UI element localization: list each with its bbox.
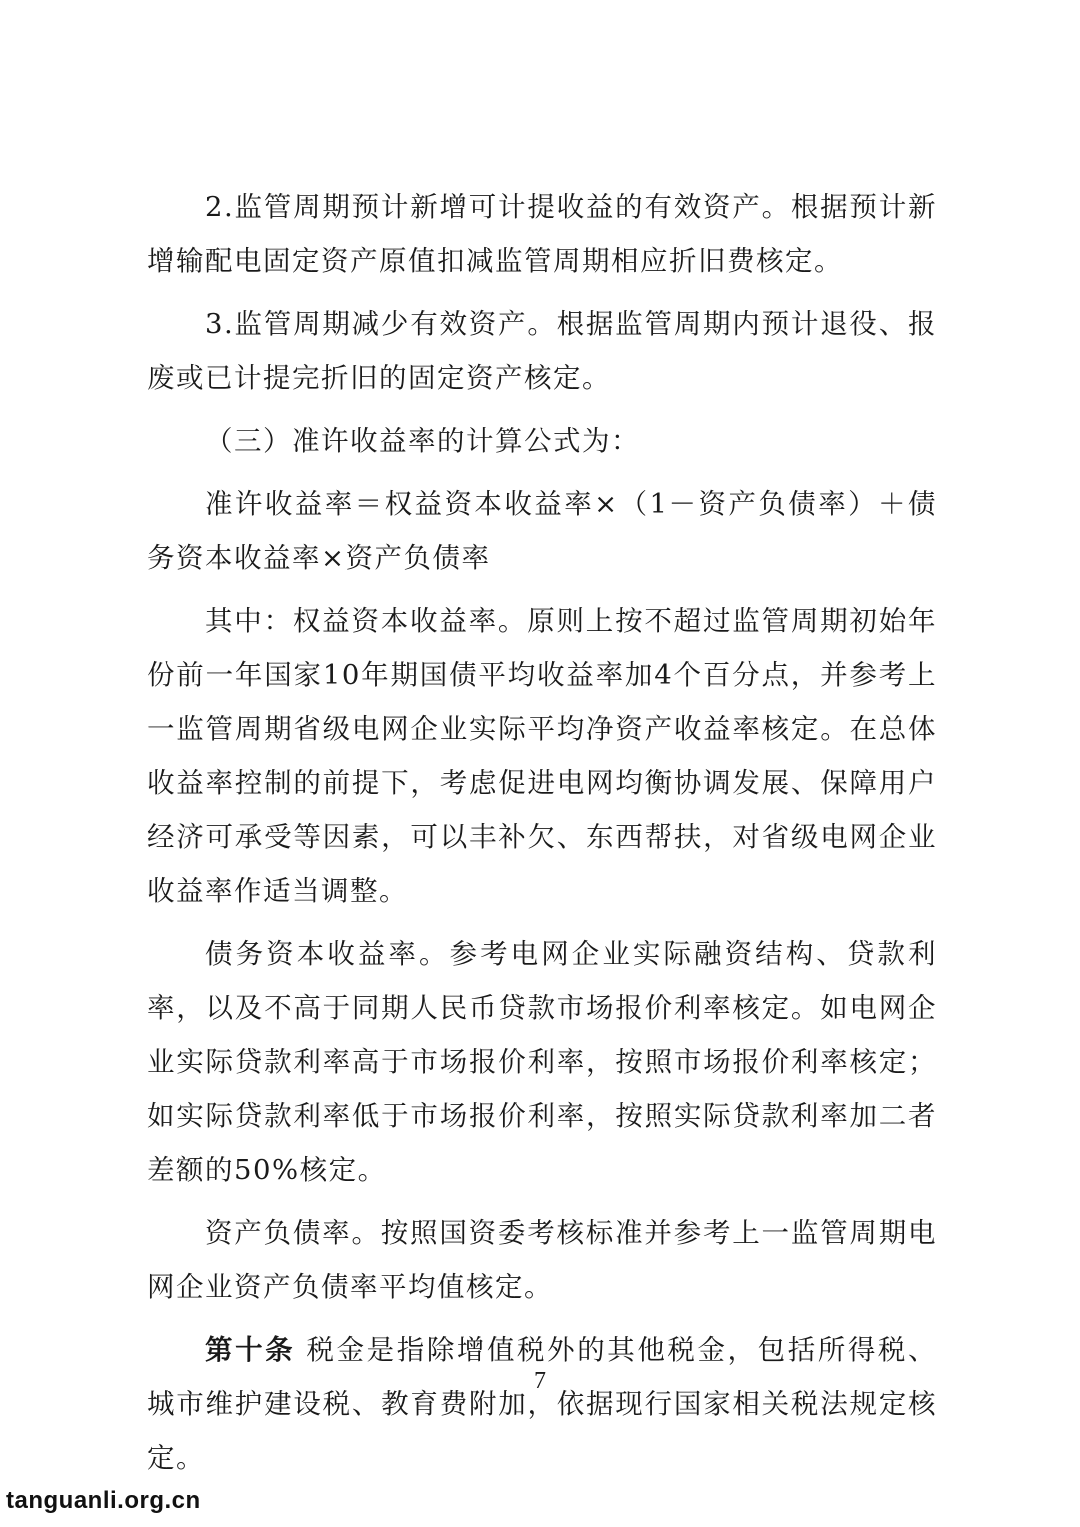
paragraph-debt-return: 债务资本收益率。参考电网企业实际融资结构、贷款利率，以及不高于同期人民币贷款市场报价利率核定。如电网企业实际贷款利率高于市场报价利率，按照市场报价利率核定；如实际贷款利率低于市场报价利率，按照实际贷款利率加二者差额的50%核定。: [147, 938, 937, 1186]
paragraph-formula: 准许收益率＝权益资本收益率×（1－资产负债率）＋债务资本收益率×资产负债率: [147, 488, 937, 574]
paragraph-equity-return: 其中：权益资本收益率。原则上按不超过监管周期初始年份前一年国家10年期国债平均收益率加4个百分点，并参考上一监管周期省级电网企业实际平均净资产收益率核定。在总体收益率控制的前提下，考虑促进电网均衡协调发展、保障用户经济可承受等因素，可以丰补欠、东西帮扶，对省级电网企业收益率作适当调整。: [147, 605, 937, 907]
document-body: [147, 180, 937, 1485]
page-number: 7: [534, 1368, 546, 1394]
paragraph-new-assets: 2.监管周期预计新增可计提收益的有效资产。根据预计新增输配电固定资产原值扣减监管周期相应折旧费核定。: [147, 191, 937, 277]
paragraph-reduced-assets: 3.监管周期减少有效资产。根据监管周期内预计退役、报废或已计提完折旧的固定资产核定。: [147, 308, 937, 394]
paragraph-debt-ratio: 资产负债率。按照国资委考核标准并参考上一监管周期电网企业资产负债率平均值核定。: [147, 1217, 937, 1303]
article-ten-body: 税金是指除增值税外的其他税金，包括所得税、城市维护建设税、教育费附加，依据现行国家相关税法规定核定。: [147, 1334, 937, 1474]
watermark: tanguanli.org.cn: [6, 1487, 201, 1514]
article-ten-heading: 第十条: [205, 1334, 296, 1366]
paragraph-article-ten: [147, 1323, 937, 1485]
paragraph-formula-heading: （三）准许收益率的计算公式为：: [205, 425, 640, 457]
